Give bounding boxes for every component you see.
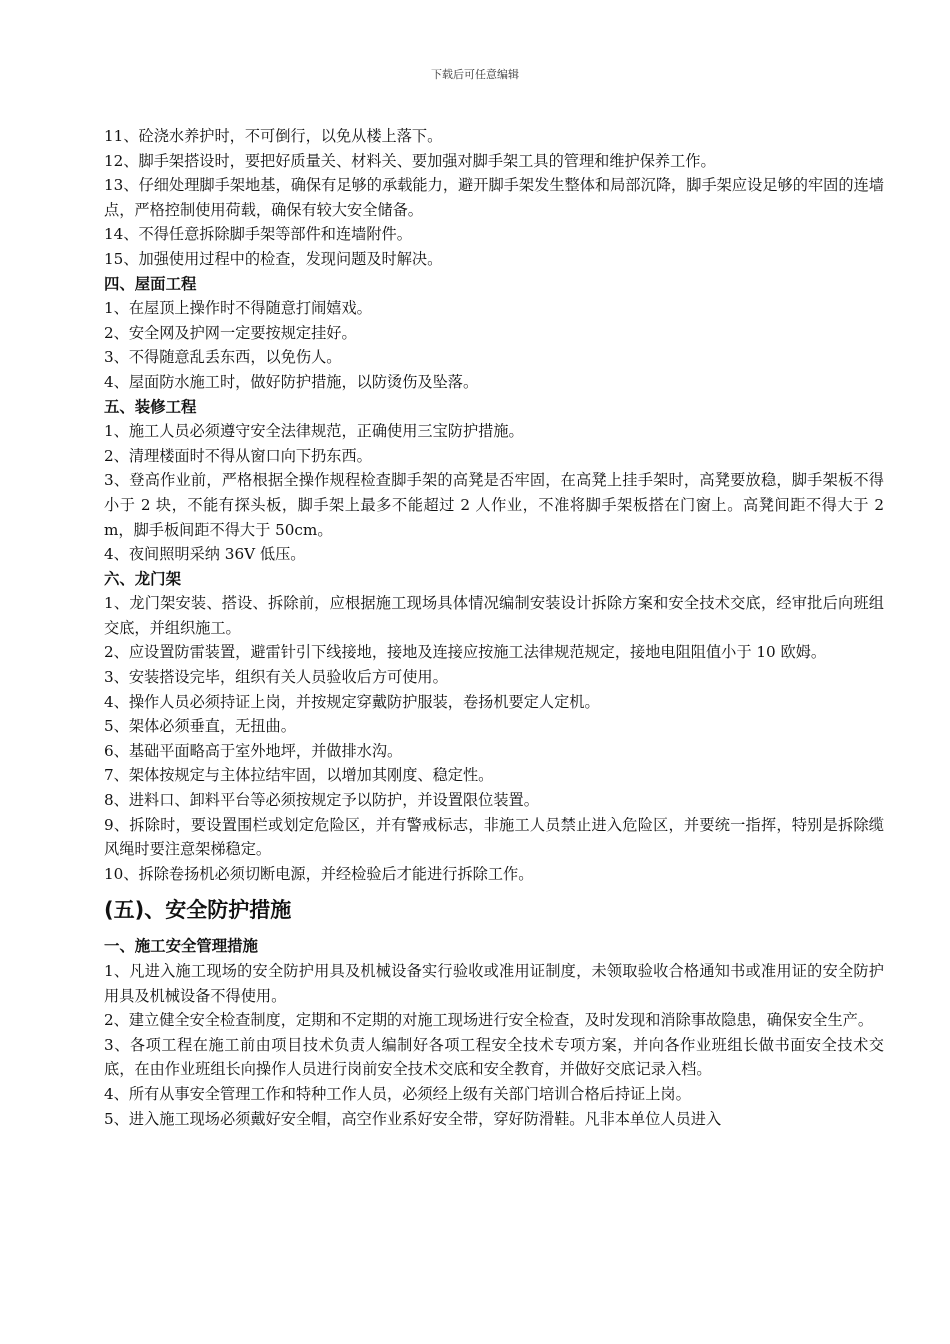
- paragraph: 2、应设置防雷装置，避雷针引下线接地，接地及连接应按施工法律规范规定，接地电阻阻值小于 10 欧姆。: [104, 643, 827, 662]
- paragraph: 1、施工人员必须遵守安全法律规范，正确使用三宝防护措施。: [104, 422, 524, 441]
- paragraph: 1、在屋顶上操作时不得随意打闹嬉戏。: [104, 299, 372, 318]
- document-body: [104, 124, 884, 1131]
- subsection-heading: 五、装修工程: [104, 397, 197, 416]
- paragraph: 5、架体必须垂直，无扭曲。: [104, 717, 296, 736]
- paragraph: 2、建立健全安全检查制度，定期和不定期的对施工现场进行安全检查，及时发现和消除事故隐患，确保安全生产。: [104, 1011, 874, 1030]
- paragraph: 1、龙门架安装、搭设、拆除前，应根据施工现场具体情况编制安装设计拆除方案和安全技术交底，经审批后向班组交底，并组织施工。: [104, 594, 884, 637]
- paragraph: 15、加强使用过程中的检查，发现问题及时解决。: [104, 249, 443, 268]
- subsection-heading: 六、龙门架: [104, 569, 181, 588]
- paragraph: 14、不得任意拆除脚手架等部件和连墙附件。: [104, 225, 412, 244]
- paragraph: 12、脚手架搭设时，要把好质量关、材料关、要加强对脚手架工具的管理和维护保养工作。: [104, 151, 716, 170]
- paragraph: 9、拆除时，要设置围栏或划定危险区，并有警戒标志，非施工人员禁止进入危险区，并要统一指挥，特别是拆除缆风绳时要注意架梯稳定。: [104, 815, 884, 859]
- subsection-heading: 四、屋面工程: [104, 274, 197, 293]
- paragraph: 13、仔细处理脚手架地基，确保有足够的承载能力，避开脚手架发生整体和局部沉降，脚手架应设足够的牢固的连墙点，严格控制使用荷载，确保有较大安全储备。: [104, 176, 884, 219]
- header-note: 下载后可任意编辑: [431, 68, 519, 81]
- paragraph: 3、安装搭设完毕，组织有关人员验收后方可使用。: [104, 668, 448, 687]
- paragraph: 5、进入施工现场必须戴好安全帽，高空作业系好安全带，穿好防滑鞋。凡非本单位人员进入: [104, 1109, 722, 1128]
- paragraph: 2、安全网及护网一定要按规定挂好。: [104, 323, 357, 342]
- paragraph: 4、操作人员必须持证上岗，并按规定穿戴防护服装，卷扬机要定人定机。: [104, 692, 600, 711]
- paragraph: 4、夜间照明采纳 36V 低压。: [104, 545, 306, 564]
- paragraph: 10、拆除卷扬机必须切断电源，并经检验后才能进行拆除工作。: [104, 864, 534, 883]
- paragraph: 3、各项工程在施工前由项目技术负责人编制好各项工程安全技术专项方案，并向各作业班组长做书面安全技术交底，在由作业班组长向操作人员进行岗前安全技术交底和安全教育，并做好交底记录入档。: [104, 1035, 884, 1079]
- paragraph: 6、基础平面略高于室外地坪，并做排水沟。: [104, 741, 403, 760]
- paragraph: 4、屋面防水施工时，做好防护措施，以防烫伤及坠落。: [104, 372, 479, 391]
- section-heading: (五)、安全防护措施: [104, 898, 292, 923]
- paragraph: 4、所有从事安全管理工作和特种工作人员，必须经上级有关部门培训合格后持证上岗。: [104, 1084, 691, 1103]
- paragraph: 8、进料口、卸料平台等必须按规定予以防护，并设置限位装置。: [104, 791, 539, 810]
- subsection-heading: 一、施工安全管理措施: [104, 937, 258, 956]
- paragraph: 11、砼浇水养护时，不可倒行，以免从楼上落下。: [104, 127, 443, 145]
- paragraph: 7、架体按规定与主体拉结牢固，以增加其刚度、稳定性。: [104, 766, 494, 785]
- paragraph: 3、登高作业前，严格根据全操作规程检查脚手架的高凳是否牢固，在高凳上挂手架时，高凳要放稳，脚手架板不得小于 2 块，不能有探头板，脚手架上最多不能超过 2 人作业，不准将脚手架板搭在门窗上。高凳间距不得大于 2m，脚手板间距不得大于 50cm。: [104, 471, 884, 539]
- paragraph: 1、凡进入施工现场的安全防护用具及机械设备实行验收或准用证制度，未领取验收合格通知书或准用证的安全防护用具及机械设备不得使用。: [104, 962, 884, 1005]
- paragraph: 2、清理楼面时不得从窗口向下扔东西。: [104, 446, 372, 465]
- paragraph: 3、不得随意乱丢东西，以免伤人。: [104, 348, 342, 367]
